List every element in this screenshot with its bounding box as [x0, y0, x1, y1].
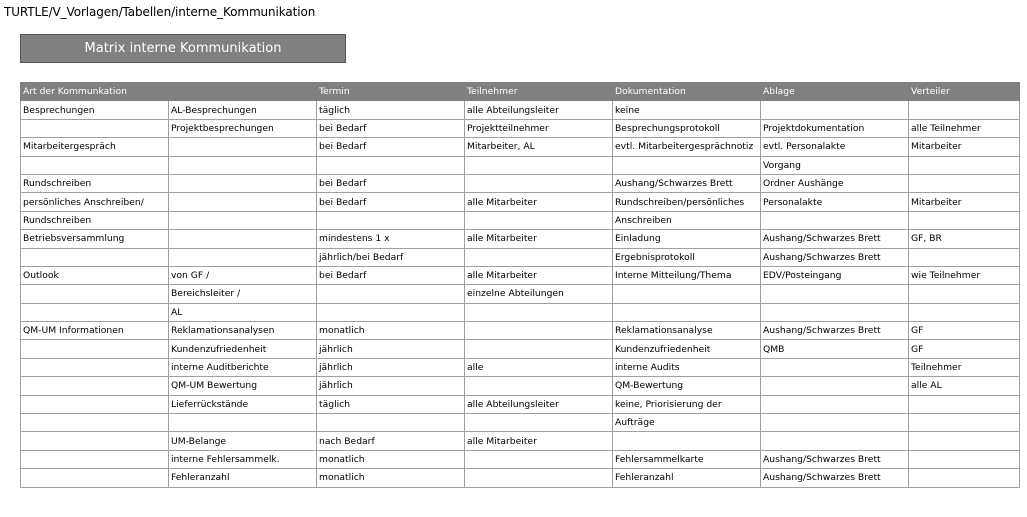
table-cell: Projektdokumentation	[761, 119, 909, 137]
table-cell: keine	[613, 101, 761, 119]
table-cell	[21, 248, 169, 266]
table-cell: alle AL	[909, 377, 1020, 395]
table-row	[21, 174, 1020, 192]
table-cell: GF	[909, 322, 1020, 340]
table-cell: bei Bedarf	[317, 138, 465, 156]
table-row	[21, 450, 1020, 468]
table-cell: Fehlersammelkarte	[613, 450, 761, 468]
table-cell: jährlich	[317, 358, 465, 376]
table-cell: alle Abteilungsleiter	[465, 101, 613, 119]
column-header	[169, 83, 317, 101]
table-cell	[21, 119, 169, 137]
table-cell	[465, 248, 613, 266]
table-cell	[909, 414, 1020, 432]
table-cell	[21, 340, 169, 358]
table-cell	[761, 395, 909, 413]
table-cell: Rundschreiben	[21, 211, 169, 229]
table-cell: QM-Bewertung	[613, 377, 761, 395]
table-row	[21, 211, 1020, 229]
table-cell: Aushang/Schwarzes Brett	[613, 174, 761, 192]
table-cell	[465, 450, 613, 468]
table-cell	[21, 414, 169, 432]
table-cell: täglich	[317, 395, 465, 413]
table-cell: Einladung	[613, 230, 761, 248]
table-cell: Fehleranzahl	[613, 469, 761, 487]
table-cell: Aushang/Schwarzes Brett	[761, 230, 909, 248]
table-cell	[21, 432, 169, 450]
table-header-row	[21, 83, 1020, 101]
table-cell	[21, 395, 169, 413]
table-row	[21, 285, 1020, 303]
table-cell: jährlich	[317, 377, 465, 395]
table-cell: mindestens 1 x	[317, 230, 465, 248]
table-cell: Teilnehmer	[909, 358, 1020, 376]
table-cell: bei Bedarf	[317, 193, 465, 211]
table-cell	[909, 248, 1020, 266]
table-cell: AL-Besprechungen	[169, 101, 317, 119]
table-cell: interne Audits	[613, 358, 761, 376]
table-cell: EDV/Posteingang	[761, 266, 909, 284]
table-cell: nach Bedarf	[317, 432, 465, 450]
table-cell	[317, 285, 465, 303]
table-cell: Personalakte	[761, 193, 909, 211]
table-cell	[21, 450, 169, 468]
table-cell	[909, 450, 1020, 468]
breadcrumb: TURTLE/V_Vorlagen/Tabellen/interne_Kommunikation	[4, 5, 316, 19]
table-cell	[465, 377, 613, 395]
table-cell: GF, BR	[909, 230, 1020, 248]
table-cell	[909, 432, 1020, 450]
table-cell: von GF /	[169, 266, 317, 284]
table-cell	[169, 230, 317, 248]
table-cell: AL	[169, 303, 317, 321]
table-cell	[465, 469, 613, 487]
table-cell: QM-UM Informationen	[21, 322, 169, 340]
table-cell	[613, 303, 761, 321]
table-cell	[909, 395, 1020, 413]
table-cell	[317, 303, 465, 321]
table-row	[21, 322, 1020, 340]
table-cell: Bereichsleiter /	[169, 285, 317, 303]
table-cell: keine, Priorisierung der	[613, 395, 761, 413]
table-row	[21, 358, 1020, 376]
table-cell	[169, 414, 317, 432]
table-cell: Projektbesprechungen	[169, 119, 317, 137]
table-cell: alle	[465, 358, 613, 376]
table-cell	[909, 303, 1020, 321]
table-cell: Mitarbeiter, AL	[465, 138, 613, 156]
table-cell: UM-Belange	[169, 432, 317, 450]
table-cell	[21, 469, 169, 487]
table-row	[21, 432, 1020, 450]
table-cell: einzelne Abteilungen	[465, 285, 613, 303]
table-cell	[909, 285, 1020, 303]
table-cell	[169, 156, 317, 174]
table-cell: Aushang/Schwarzes Brett	[761, 248, 909, 266]
table-cell	[761, 377, 909, 395]
table-cell: Ordner Aushänge	[761, 174, 909, 192]
table-row	[21, 193, 1020, 211]
table-cell	[317, 156, 465, 174]
column-header: Art der Kommunkation	[21, 83, 169, 101]
table-cell: Ergebnisprotokoll	[613, 248, 761, 266]
table-cell	[761, 285, 909, 303]
table-cell: Aushang/Schwarzes Brett	[761, 450, 909, 468]
table-cell: QMB	[761, 340, 909, 358]
table-row	[21, 101, 1020, 119]
table-cell	[21, 303, 169, 321]
table-cell: Interne Mitteilung/Thema	[613, 266, 761, 284]
table-row	[21, 469, 1020, 487]
table-cell: Kundenzufriedenheit	[169, 340, 317, 358]
table-row	[21, 266, 1020, 284]
table-cell	[909, 174, 1020, 192]
page-title: Matrix interne Kommunikation	[20, 34, 346, 63]
table-cell	[465, 156, 613, 174]
table-cell: Mitarbeiter	[909, 138, 1020, 156]
table-cell: Besprechungsprotokoll	[613, 119, 761, 137]
table-cell: GF	[909, 340, 1020, 358]
table-cell	[909, 101, 1020, 119]
table-cell: jährlich	[317, 340, 465, 358]
table-cell: evtl. Personalakte	[761, 138, 909, 156]
table-cell	[21, 156, 169, 174]
table-cell	[761, 101, 909, 119]
table-cell: bei Bedarf	[317, 266, 465, 284]
table-cell: Fehleranzahl	[169, 469, 317, 487]
column-header: Dokumentation	[613, 83, 761, 101]
column-header: Verteiler	[909, 83, 1020, 101]
table-cell	[909, 156, 1020, 174]
table-row	[21, 414, 1020, 432]
table-row	[21, 340, 1020, 358]
table-cell: Kundenzufriedenheit	[613, 340, 761, 358]
table-cell: alle Mitarbeiter	[465, 193, 613, 211]
table-cell: alle Mitarbeiter	[465, 432, 613, 450]
table-cell: bei Bedarf	[317, 174, 465, 192]
table-cell	[465, 211, 613, 229]
table-row	[21, 230, 1020, 248]
table-cell: Aushang/Schwarzes Brett	[761, 322, 909, 340]
table-cell	[465, 303, 613, 321]
table-cell: bei Bedarf	[317, 119, 465, 137]
table-cell: Reklamationsanalyse	[613, 322, 761, 340]
table-cell: Projektteilnehmer	[465, 119, 613, 137]
table-cell: evtl. Mitarbeitergesprächnotiz	[613, 138, 761, 156]
table-cell	[465, 414, 613, 432]
table-cell	[317, 211, 465, 229]
table-cell	[761, 432, 909, 450]
table-cell: monatlich	[317, 322, 465, 340]
table-row	[21, 377, 1020, 395]
table-cell: Rundschreiben	[21, 174, 169, 192]
column-header: Ablage	[761, 83, 909, 101]
communication-matrix-table	[20, 82, 1020, 488]
table-cell	[613, 432, 761, 450]
table-cell	[169, 248, 317, 266]
table-cell: Reklamationsanalysen	[169, 322, 317, 340]
column-header: Termin	[317, 83, 465, 101]
table-cell: alle Abteilungsleiter	[465, 395, 613, 413]
table-cell: monatlich	[317, 469, 465, 487]
table-cell	[21, 285, 169, 303]
table-cell: Anschreiben	[613, 211, 761, 229]
table-cell: alle Teilnehmer	[909, 119, 1020, 137]
table-cell	[909, 211, 1020, 229]
table-cell: Vorgang	[761, 156, 909, 174]
table-cell: alle Mitarbeiter	[465, 266, 613, 284]
table-cell: QM-UM Bewertung	[169, 377, 317, 395]
table-cell	[761, 211, 909, 229]
table-cell	[465, 340, 613, 358]
table-cell: Mitarbeitergespräch	[21, 138, 169, 156]
table-cell: Outlook	[21, 266, 169, 284]
table-cell	[761, 358, 909, 376]
table-cell	[465, 174, 613, 192]
table-cell: Besprechungen	[21, 101, 169, 119]
table-cell: alle Mitarbeiter	[465, 230, 613, 248]
table-cell: wie Teilnehmer	[909, 266, 1020, 284]
table-row	[21, 119, 1020, 137]
table-cell	[761, 414, 909, 432]
table-cell: Mitarbeiter	[909, 193, 1020, 211]
table-cell	[317, 414, 465, 432]
table-cell	[169, 174, 317, 192]
table-cell	[613, 156, 761, 174]
table-cell: Betriebsversammlung	[21, 230, 169, 248]
table-cell	[21, 358, 169, 376]
table-cell	[465, 322, 613, 340]
table-cell: monatlich	[317, 450, 465, 468]
table-row	[21, 248, 1020, 266]
table-row	[21, 303, 1020, 321]
table-row	[21, 395, 1020, 413]
table-cell: jährlich/bei Bedarf	[317, 248, 465, 266]
table-cell: persönliches Anschreiben/	[21, 193, 169, 211]
table-cell: Lieferrückstände	[169, 395, 317, 413]
table-row	[21, 156, 1020, 174]
table-cell: interne Auditberichte	[169, 358, 317, 376]
table-cell: Aushang/Schwarzes Brett	[761, 469, 909, 487]
table-cell	[761, 303, 909, 321]
table-cell: Rundschreiben/persönliches	[613, 193, 761, 211]
table-cell	[613, 285, 761, 303]
table-cell: täglich	[317, 101, 465, 119]
column-header: Teilnehmer	[465, 83, 613, 101]
table-cell	[21, 377, 169, 395]
table-cell	[169, 211, 317, 229]
table-cell: Aufträge	[613, 414, 761, 432]
table-cell	[909, 469, 1020, 487]
table-cell	[169, 138, 317, 156]
table-cell: interne Fehlersammelk.	[169, 450, 317, 468]
table-row	[21, 138, 1020, 156]
table-cell	[169, 193, 317, 211]
